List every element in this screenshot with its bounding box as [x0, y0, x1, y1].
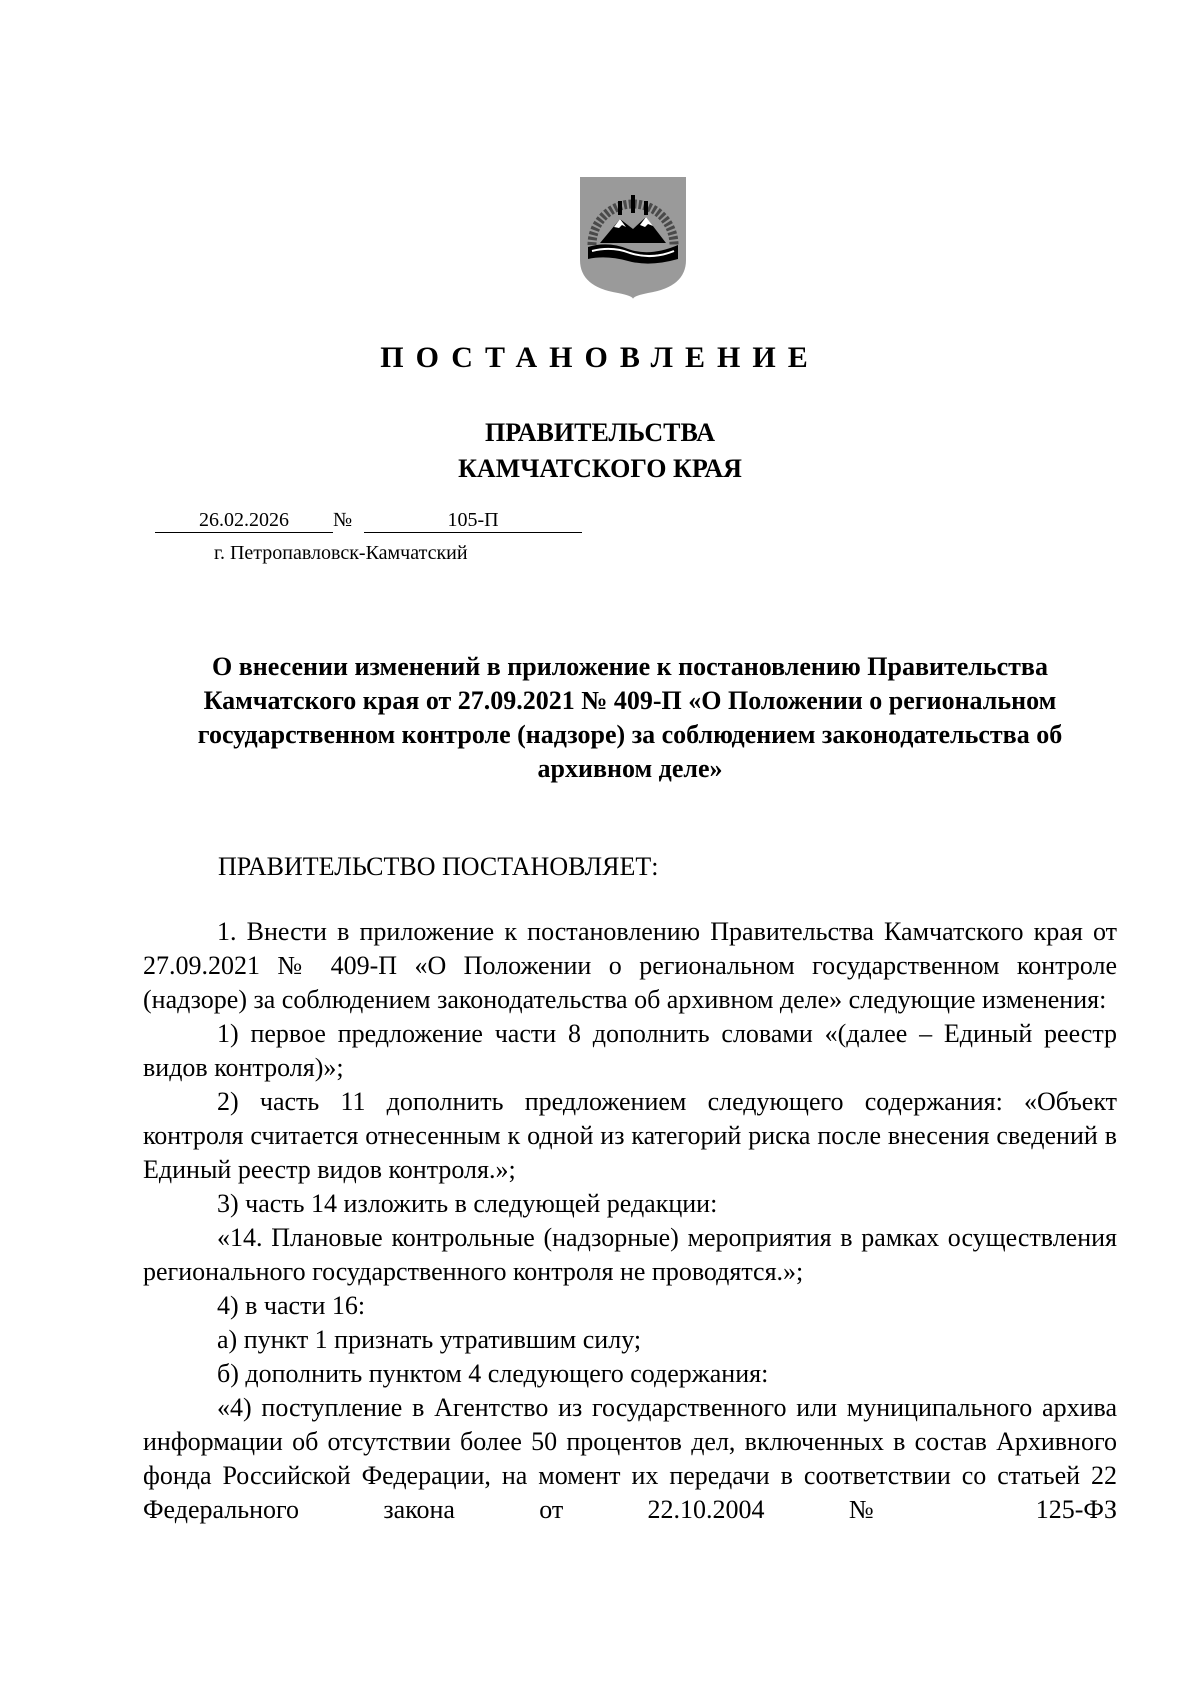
issuing-authority — [0, 415, 1200, 487]
issue-city: г. Петропавловск-Камчатский — [214, 542, 468, 564]
number-sign: № — [333, 509, 353, 531]
body-paragraph: 4) в части 16: — [217, 1291, 366, 1320]
kamchatka-coat-of-arms-icon — [578, 175, 688, 300]
body-paragraph: а) пункт 1 признать утратившим силу; — [217, 1325, 642, 1354]
document-title: О внесении изменений в приложение к постановлению Правительства Камчатского края от 27.09.2021 № 409-П «О Положении о региональном государственном контроле (надзоре) за соблюдением законодательства об архивном деле» — [197, 652, 1063, 783]
body-paragraph: 1. Внести в приложение к постановлению Правительства Камчатского края от 27.09.2021 № 409-П «О Положении о региональном государственном контроле (надзоре) за соблюдением законодательства об архивном деле» следующие изменения: — [143, 917, 1117, 1014]
issuer-line-1: ПРАВИТЕЛЬСТВА — [485, 418, 715, 447]
document-date: 26.02.2026 — [155, 508, 333, 533]
body-paragraph: «14. Плановые контрольные (надзорные) мероприятия в рамках осуществления регионального государственного контроля не проводятся.»; — [143, 1223, 1117, 1286]
issuer-line-2: КАМЧАТСКОГО КРАЯ — [458, 454, 742, 483]
body-paragraph: б) дополнить пунктом 4 следующего содержания: — [217, 1359, 769, 1388]
body-paragraph: «4) поступление в Агентство из государственного или муниципального архива информации об отсутствии более 50 процентов дел, включенных в состав Архивного фонда Российской Федерации, на момент их передачи в соответствии со статьей 22 Федерального закона от 22.10.2004 № 125-ФЗ — [143, 1393, 1117, 1524]
document-body — [143, 915, 1117, 1527]
body-paragraph: 3) часть 14 изложить в следующей редакции: — [217, 1189, 718, 1218]
body-paragraph: 1) первое предложение части 8 дополнить словами «(далее – Единый реестр видов контроля)»; — [143, 1019, 1117, 1082]
body-paragraph: 2) часть 11 дополнить предложением следующего содержания: «Объект контроля считается отнесенным к одной из категорий риска после внесения сведений в Единый реестр видов контроля.»; — [143, 1087, 1117, 1184]
decree-statement: ПРАВИТЕЛЬСТВО ПОСТАНОВЛЯЕТ: — [218, 852, 659, 881]
document-number: 105-П — [364, 508, 582, 533]
document-type: ПОСТАНОВЛЕНИЕ — [380, 341, 820, 374]
